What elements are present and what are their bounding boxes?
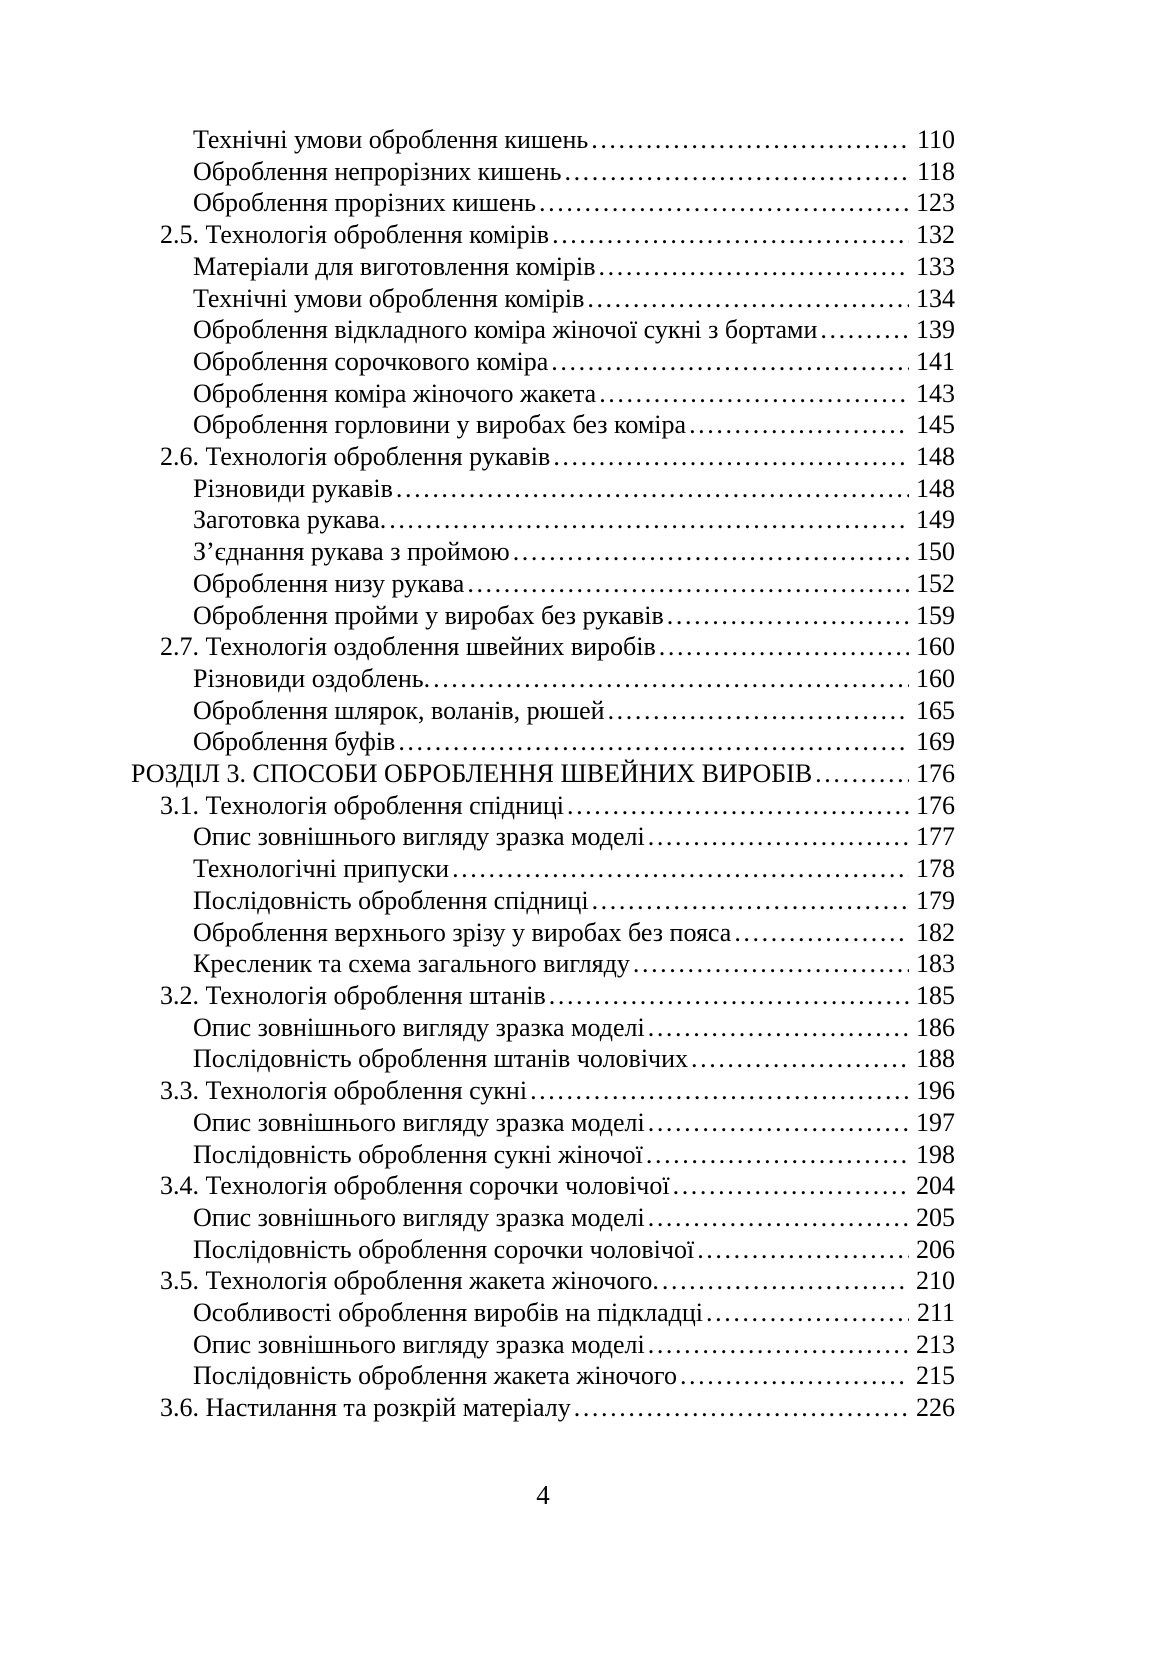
toc-entry-title: Оброблення пройми у виробах без рукавів [193,600,664,630]
toc-dot-leader [396,473,909,505]
toc-entry-title: Оброблення прорізних кишень [193,188,537,218]
toc-entry [131,1265,955,1297]
toc-entry-page: 148 [916,442,955,472]
toc-entry-page: 139 [916,315,955,345]
toc-entry-title: 2.7. Технологія оздоблення швейних виробів [160,632,656,662]
toc-entry [131,219,955,251]
toc-entry-title: 3.5. Технологія оброблення жакета жіночого. [160,1266,659,1296]
toc-dot-leader [608,695,909,727]
toc-dot-leader [389,504,909,536]
toc-entry-page: 186 [916,1012,955,1042]
toc-entry [131,441,955,473]
toc-entry [131,314,955,346]
toc-entry-page: 160 [916,663,955,693]
toc-entry-page: 133 [916,251,955,281]
toc-entry [131,917,955,949]
toc-dot-leader [659,631,909,663]
toc-entry [131,346,955,378]
toc-dot-leader [530,1075,909,1107]
toc-dot-leader [662,1265,909,1297]
toc-entry-page: 215 [916,1361,955,1391]
toc-entry [131,631,955,663]
toc-entry-title: Оброблення верхнього зрізу у виробах без пояса [193,917,732,947]
toc-entry-page: 182 [916,917,955,947]
toc-dot-leader [433,663,909,695]
toc-dot-leader [648,1012,909,1044]
toc-entry-title: Заготовка рукава. [193,505,387,535]
toc-entry [131,409,955,441]
toc-entry [131,1139,955,1171]
toc-entry-title: Технічні умови оброблення кишень [193,125,589,154]
toc-entry-title: 2.6. Технологія оброблення рукавів [160,442,551,472]
toc-entry-page: 177 [916,822,955,852]
toc-entry [131,568,955,600]
toc-entry-title: Послідовність оброблення сорочки чоловічої [193,1234,695,1264]
toc-entry-title: 3.4. Технологія оброблення сорочки чоловічої [160,1171,670,1201]
toc-entry-page: 145 [916,410,955,440]
toc-dot-leader [592,885,909,917]
toc-entry-page: 176 [916,759,955,789]
toc-entry-title: Оброблення відкладного коміра жіночої сукні з бортами [193,315,818,345]
toc-entry [131,1297,955,1329]
toc-dot-leader [648,1329,909,1361]
toc-dot-leader [648,1202,909,1234]
toc-entry [131,885,955,917]
toc-dot-leader [539,187,909,219]
toc-dot-leader [564,156,909,188]
toc-entry-title: Оброблення сорочкового коміра [193,346,549,376]
toc-entry-title: Матеріали для виготовлення комірів [193,251,596,281]
toc-entry [131,1012,955,1044]
toc-entry-title: Оброблення коміра жіночого жакета [193,378,597,408]
toc-entry [131,948,955,980]
toc-entry [131,790,955,822]
toc-dot-leader [574,1392,909,1424]
toc-entry-page: 205 [916,1202,955,1232]
toc-dot-leader [513,536,909,568]
toc-entry [131,187,955,219]
toc-entry-title: Технологічні припуски [193,854,450,884]
toc-entry-title: Технічні умови оброблення комірів [193,283,585,313]
toc-entry [131,821,955,853]
toc-entry-page: 179 [916,885,955,915]
toc-dot-leader [467,568,909,600]
toc-entry-title: 2.5. Технологія оброблення комірів [160,220,550,250]
toc-dot-leader [633,948,909,980]
toc-entry-title: Опис зовнішнього вигляду зразка моделі [193,1202,645,1232]
toc-entry [131,1043,955,1075]
toc-entry-page: 196 [916,1076,955,1106]
toc-entry [131,1075,955,1107]
toc-entry-page: 197 [916,1107,955,1137]
toc-entry-title: Оброблення шлярок, воланів, рюшей [193,695,605,725]
toc-entry-page: 110 [916,125,955,154]
toc-entry-page: 188 [916,1044,955,1074]
toc-dot-leader [673,1170,909,1202]
toc-dot-leader [591,124,909,156]
page-number: 4 [536,1480,550,1510]
toc-dot-leader [820,314,909,346]
toc-entry-title: Оброблення низу рукава [193,568,465,598]
toc-entry-page: 169 [916,727,955,757]
toc-dot-leader [567,790,909,822]
toc-entry-page: 141 [916,346,955,376]
toc-entry-page: 149 [916,505,955,535]
toc-entry [131,251,955,283]
toc-entry-page: 176 [916,790,955,820]
toc-entry [131,980,955,1012]
toc-entry-page: 204 [916,1171,955,1201]
toc-entry [131,1107,955,1139]
toc-entry-page: 159 [916,600,955,630]
toc-entry-title: 3.1. Технологія оброблення спідниці [160,790,564,820]
toc-dot-leader [648,821,909,853]
toc-dot-leader [551,346,909,378]
toc-entry-page: 123 [916,188,955,218]
toc-entry-title: Послідовність оброблення штанів чоловічих [193,1044,689,1074]
toc-entry-title: Різновиди рукавів [193,473,393,503]
toc-dot-leader [691,1043,909,1075]
toc-entry [131,600,955,632]
toc-entry [131,1392,955,1424]
toc-dot-leader [706,1297,909,1329]
toc-dot-leader [646,1139,909,1171]
toc-dot-leader [697,1234,909,1266]
toc-dot-leader [549,980,909,1012]
toc-entry-page: 143 [916,378,955,408]
toc-entry-page: 226 [916,1393,955,1423]
toc-entry [131,504,955,536]
toc-entry [131,378,955,410]
toc-entry [131,1202,955,1234]
toc-dot-leader [587,283,909,315]
toc-dot-leader [599,251,909,283]
toc-entry-page: 198 [916,1139,955,1169]
toc-dot-leader [553,441,909,473]
toc-entry [131,124,955,156]
toc-entry-title: Оброблення непрорізних кишень [193,156,562,186]
toc-entry-title: 3.6. Настилання та розкрій матеріалу [160,1393,571,1423]
toc-entry-title: Різновиди оздоблень. [193,663,431,693]
toc-entry-page: 165 [916,695,955,725]
toc-dot-leader [815,758,909,790]
toc-entry [131,758,955,790]
toc-entry-title: Опис зовнішнього вигляду зразка моделі [193,822,645,852]
toc-entry-title: З’єднання рукава з проймою [193,537,510,567]
toc-entry [131,473,955,505]
toc-entry-page: 183 [916,949,955,979]
toc-entry-title: Послідовність оброблення сукні жіночої [193,1139,643,1169]
toc-entry [131,1234,955,1266]
toc-entry-page: 152 [916,568,955,598]
toc-entry [131,1329,955,1361]
toc-entry-title: 3.2. Технологія оброблення штанів [160,980,546,1010]
toc-entry [131,156,955,188]
toc-entry [131,853,955,885]
toc-entry-title: Оброблення горловини у виробах без коміра [193,410,687,440]
toc-entry [131,695,955,727]
toc-dot-leader [689,409,909,441]
toc-dot-leader [648,1107,909,1139]
toc-entry-page: 185 [916,980,955,1010]
toc-entry [131,1170,955,1202]
toc-dot-leader [398,726,909,758]
toc-entry-title: Опис зовнішнього вигляду зразка моделі [193,1107,645,1137]
toc-dot-leader [552,219,909,251]
toc-entry-page: 206 [916,1234,955,1264]
toc-entry-page: 134 [916,283,955,313]
toc-entry-title: 3.3. Технологія оброблення сукні [160,1076,528,1106]
toc-entry-page: 148 [916,473,955,503]
toc-dot-leader [734,917,909,949]
toc-entry-title: Опис зовнішнього вигляду зразка моделі [193,1329,645,1359]
toc-dot-leader [599,378,909,410]
toc-entry [131,283,955,315]
toc-dot-leader [667,600,909,632]
toc-entry [131,726,955,758]
toc-entry-page: 178 [916,854,955,884]
toc-entry-title: Послідовність оброблення жакета жіночого [193,1361,677,1391]
toc-entry [131,536,955,568]
toc-entry [131,663,955,695]
toc-entry-title: Особливості оброблення виробів на підкладці [193,1298,704,1328]
toc-entry-page: 160 [916,632,955,662]
toc-dot-leader [452,853,909,885]
toc-entry-page: 150 [916,537,955,567]
toc-list [131,124,955,1424]
toc-entry [131,1360,955,1392]
toc-entry-title: Опис зовнішнього вигляду зразка моделі [193,1012,645,1042]
toc-entry-page: 132 [916,220,955,250]
toc-entry-title: РОЗДІЛ 3. СПОСОБИ ОБРОБЛЕННЯ ШВЕЙНИХ ВИРОБІВ [131,759,813,789]
toc-entry-title: Кресленик та схема загального вигляду [193,949,630,979]
toc-dot-leader [680,1360,909,1392]
toc-entry-title: Оброблення буфів [193,727,396,757]
toc-entry-page: 213 [916,1329,955,1359]
toc-entry-page: 118 [916,156,955,186]
toc-entry-page: 211 [916,1298,955,1328]
toc-entry-title: Послідовність оброблення спідниці [193,885,589,915]
toc-entry-page: 210 [916,1266,955,1296]
